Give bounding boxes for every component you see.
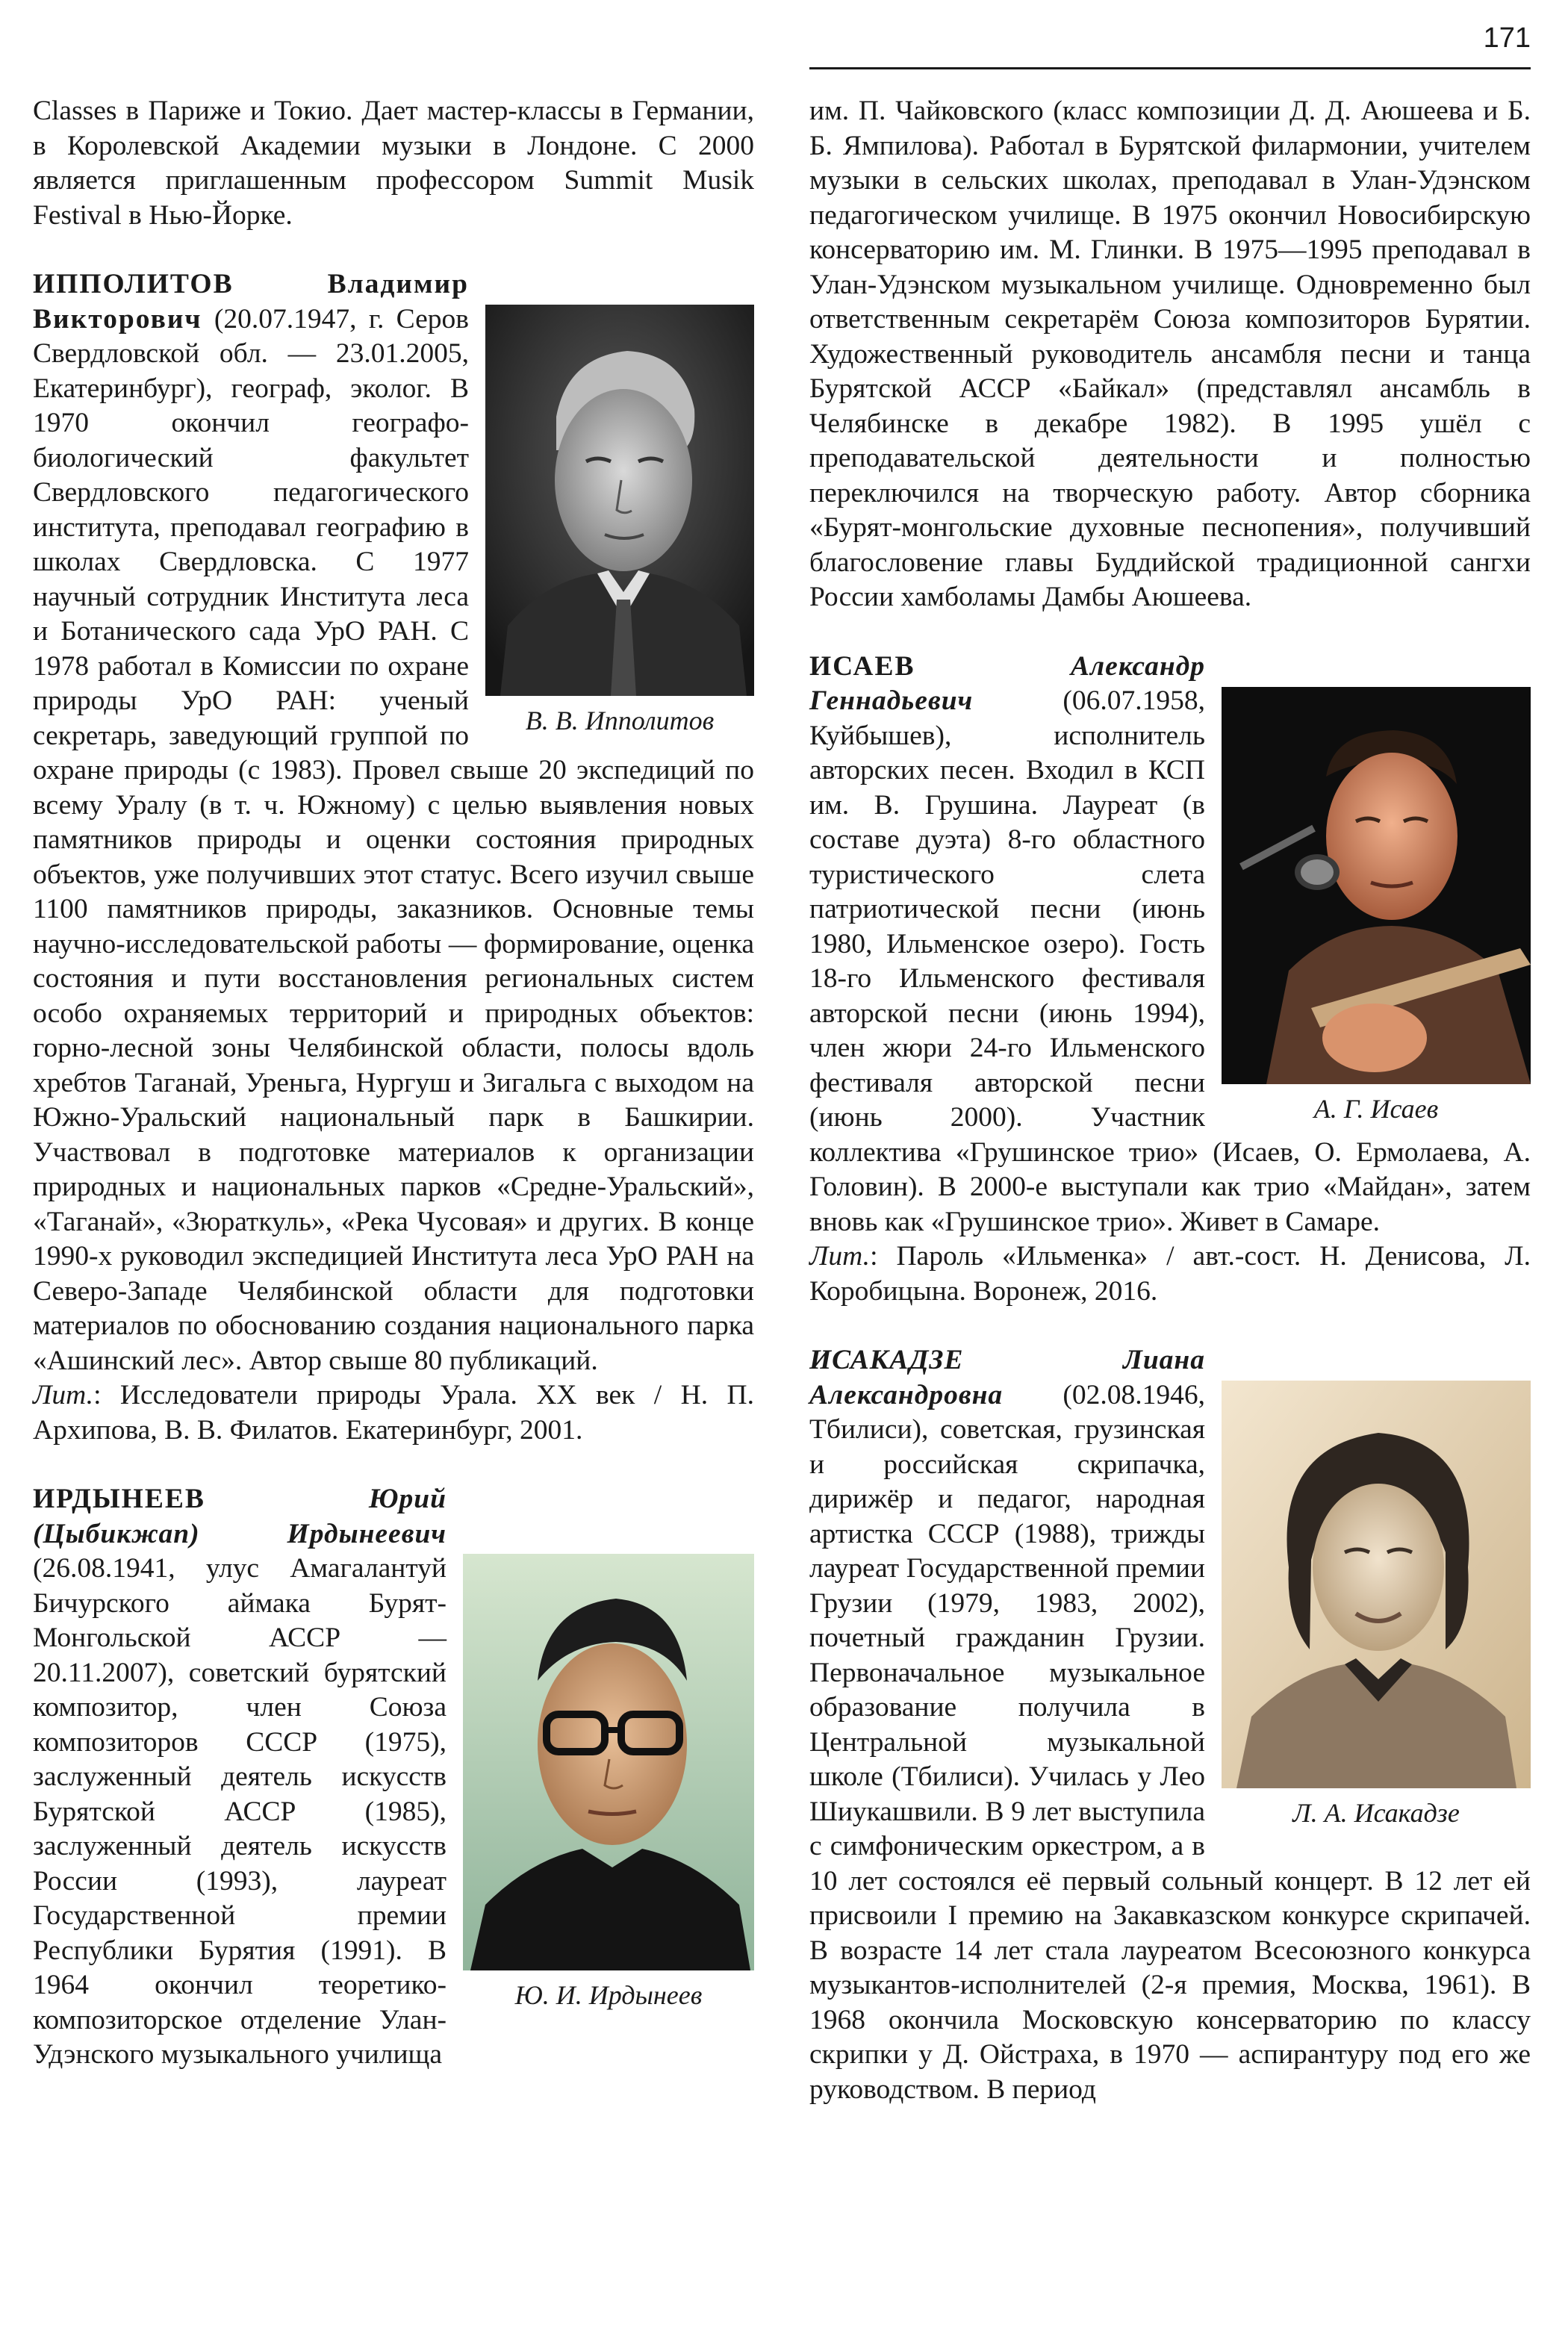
caption-isaev: А. Г. Исаев: [1313, 1093, 1439, 1124]
page-number: 171: [1483, 22, 1531, 54]
entry-body: (06.07.1958, Куйбышев), исполнитель авторских песен. Входил в КСП им. В. Грушина. Лауреат (в составе дуэта) 8-го областного туристического слета патриотической песни (июнь 1980, Ильменское озеро). Гость 18-го Ильменского фестиваля авторской песни (июнь 1994), член жюри 24-го Ильменского фестиваля авторской песни (июнь 2000). Участник коллектива «Грушинское трио» (Исаев, О. Ермолаева, А. Головин). В 2000-е выступали как трио «Майдан», затем вновь как «Грушинское трио». Живет в Самаре.: [809, 685, 1531, 1237]
portrait-isakadze-photo: [1222, 1381, 1531, 1788]
right-column: [809, 94, 1531, 2107]
caption-irdyneev: Ю. И. Ирдынеев: [514, 1980, 703, 2010]
literature-isaev: [809, 1239, 1531, 1309]
headword-name: Владимир Викторович: [33, 269, 469, 335]
headword-surname: ИРДЫНЕЕВ: [33, 1484, 205, 1514]
entry-isaev: [809, 650, 1531, 1310]
headword-name: ИСАКАДЗЕ Лиана Александровна: [809, 1345, 1205, 1410]
lit-label: Лит.: [809, 1241, 871, 1272]
continued-text: Classes в Париже и Токио. Дает мастер-классы в Германии, в Королевской Академии музыки в Лондоне. С 2000 является приглашенным профессором Summit Musik Festival в Нью-Йорке.: [33, 96, 754, 231]
caption-ippolitov: В. В. Ипполитов: [525, 706, 715, 735]
lit-text: : Пароль «Ильменка» / авт.-сост. Н. Денисова, Л. Коробицына. Воронеж, 2016.: [809, 1241, 1531, 1307]
left-column: [33, 94, 754, 2073]
continued-text-irdyneev: им. П. Чайковского (класс композиции Д. Д. Аюшеева и Б. Б. Ямпилова). Работал в Бурятской филармонии, учителем музыки в сельских школах, преподавал в Улан-Удэнском педагогическом училище. В 1975 окончил Новосибирскую консерваторию им. М. Глинки. В 1975—1995 преподавал в Улан-Удэнском музыкальном училище. Одновременно был ответственным секретарём Союза композиторов Бурятии. Художественный руководитель ансамбля песни и танца Бурятской АССР «Байкал» (представлял ансамбль в Челябинске в декабре 1982). В 1995 ушёл с преподавательской деятельности и полностью переключился на творческую работу. Автор сборника «Бурят-монгольские духовные песнопения», получивший благословение главы Буддийской традиционной сангхи России хамболамы Дамбы Аюшеева.: [809, 96, 1531, 612]
portrait-irdyneev-photo: [463, 1554, 754, 1970]
lit-label: Лит.: [33, 1380, 94, 1410]
portrait-ippolitov-photo: [485, 305, 754, 696]
figure-irdyneev: [463, 1554, 754, 2011]
entry-isakadze: [809, 1343, 1531, 2107]
entry-body: (20.07.1947, г. Серов Свердловской обл. — 23.01.2005, Екатеринбург), географ, эколог. В 1970 окончил географо-биологический факультет Свердловского педагогического института, преподавал географию в школах Свердловска. С 1977 научный сотрудник Института леса и Ботанического сада УрО РАН. С 1978 работал в Комиссии по охране природы УрО РАН: ученый секретарь, заведующий группой по охране природы (с 1983). Провел свыше 20 экспедиций по всему Уралу (в т. ч. Южному) с целью выявления новых памятников природы и оценки состояния природных объектов, уже получивших этот статус. Всего изучил свыше 1100 памятников природы, заказников. Основные темы научно-исследовательской работы — формирование, оценка состояния и пути восстановления региональных систем особо охраняемых территорий и природных объектов: горно-лесной зоны Челябинской области, полосы вдоль хребтов Таганай, Уреньга, Нургуш и Зигальга с выходом на Южно-Уральский национальный парк в Башкирии. Участвовал в подготовке материалов к организации природных и национальных парков «Средне-Уральский», «Таганай», «Зюраткуль», «Река Чусовая» и других. В конце 1990-х руководил экспедицией Института леса УрО РАН на Северо-Западе Челябинской области для подготовки материалов по обоснованию создания национального парка «Ашинский лес». Автор свыше 80 публикаций.: [33, 303, 754, 1376]
headword-surname: ИППОЛИТОВ: [33, 269, 234, 299]
entry-body: (02.08.1946, Тбилиси), советская, грузинская и российская скрипачка, дирижёр и педагог, народная артистка СССР (1988), трижды лауреат Государственной премии Грузии (1979, 1983, 2002), почетный гражданин Грузии. Первоначальное музыкальное образование получила в Центральной музыкальной школе (Тбилиси). Училась у Лео Шиукашвили. В 9 лет выступила с симфоническим оркестром, а в 10 лет состоялся её первый сольный концерт. В 12 лет ей присвоили I премию на Закавказском конкурсе скрипачей. В возрасте 14 лет стала лауреатом Всесоюзного конкурса музыкантов-исполнителей (2-я премия, Москва, 1961). В 1968 окончила Московскую консерваторию по классу скрипки у Д. Ойстраха, в 1970 — аспирантуру под его же руководством. В период: [809, 1379, 1531, 2105]
figure-ippolitov: [485, 305, 754, 736]
entry-ippolitov: [33, 267, 754, 1448]
figure-isakadze: [1222, 1381, 1531, 1829]
portrait-isaev-photo: [1222, 687, 1531, 1084]
caption-isakadze: Л. А. Исакадзе: [1292, 1798, 1460, 1828]
headword-surname: ИСАЕВ: [809, 650, 915, 682]
headword-name: Александр Геннадьевич: [809, 650, 1205, 716]
entry-irdyneev: [33, 1482, 754, 2073]
lit-text: : Исследователи природы Урала. XX век / Н. П. Архипова, В. В. Филатов. Екатеринбург, 2001.: [33, 1380, 754, 1446]
header-rule: [809, 67, 1531, 69]
entry-body: (26.08.1941, улус Амагалантуй Бичурского аймака Бурят-Монгольской АССР — 20.11.2007), советский бурятский композитор, член Союза композиторов СССР (1975), заслуженный деятель искусств Бурятской АССР (1985), заслуженный деятель искусств России (1993), лауреат Государственной премии Республики Бурятия (1991). В 1964 окончил теоретико-композиторское отделение Улан-Удэнского музыкального училища: [33, 1553, 447, 2070]
literature-ippolitov: [33, 1378, 754, 1448]
headword-name: Юрий (Цыбикжап) Ирдынеевич: [33, 1484, 447, 1549]
figure-isaev: [1222, 687, 1531, 1124]
